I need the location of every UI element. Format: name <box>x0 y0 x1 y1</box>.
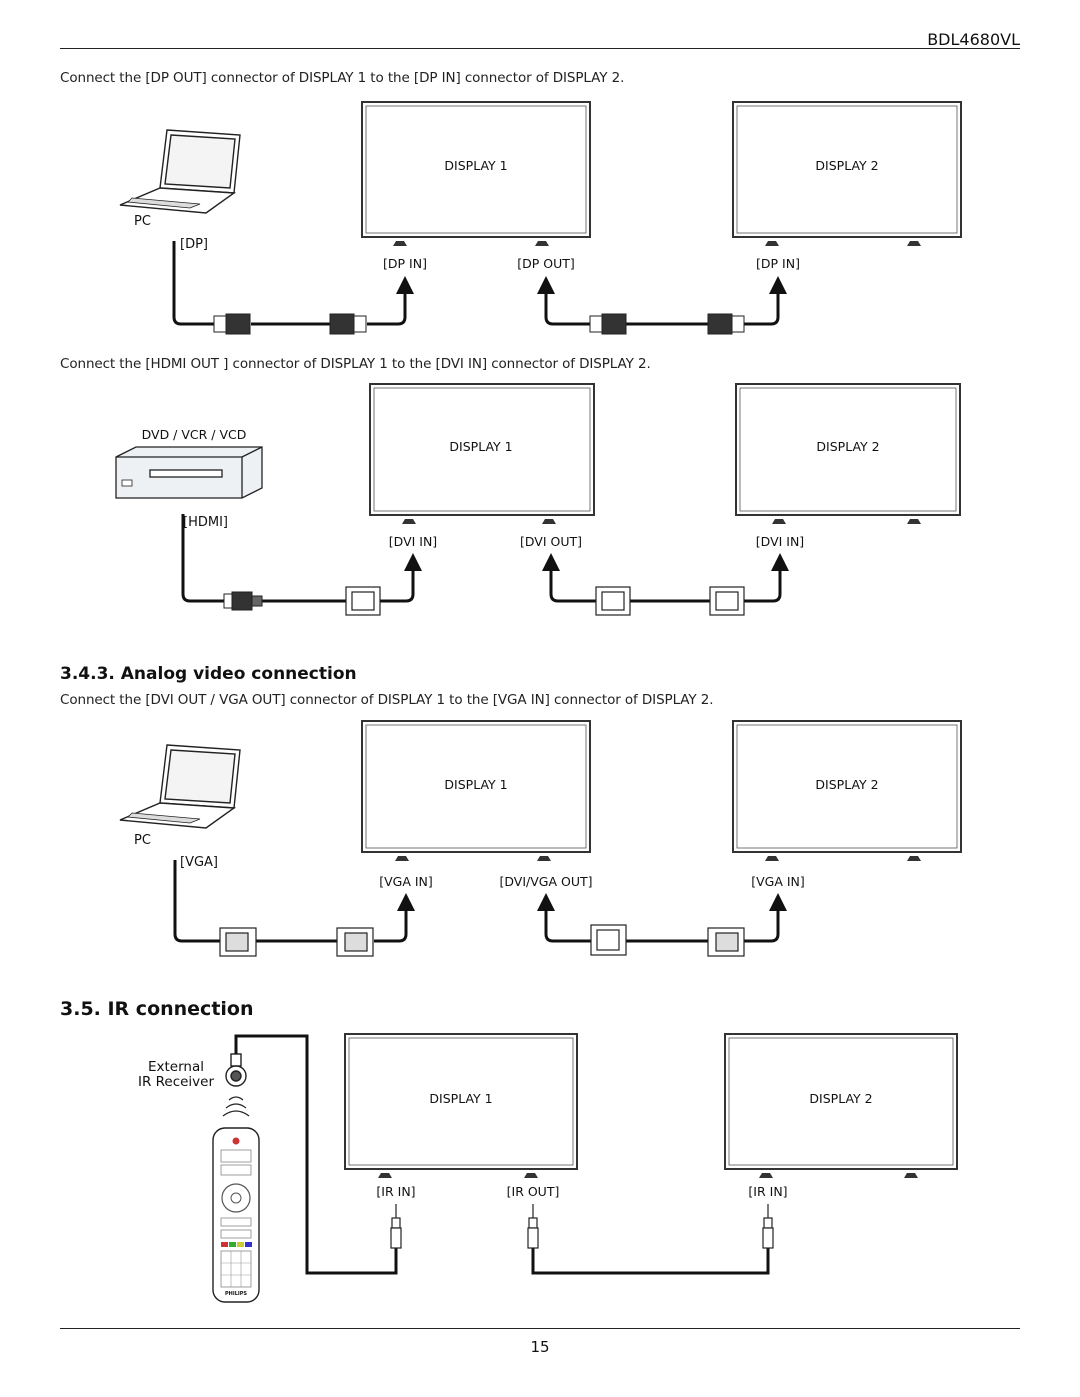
arrow-icon <box>397 893 415 911</box>
ir-heading: 3.5. IR connection <box>60 998 254 1020</box>
signal-waves-icon <box>223 1097 249 1116</box>
remote-control-icon <box>213 1128 259 1302</box>
hdmi-cable-2 <box>551 570 780 601</box>
analog-d1-out: [DVI/VGA OUT] <box>499 874 593 889</box>
analog-source-label: PC <box>134 833 151 848</box>
hdmi-d1-out: [DVI OUT] <box>520 534 582 549</box>
dp-source-label: PC <box>134 214 151 229</box>
display-2 <box>736 384 960 524</box>
page-number: 15 <box>530 1338 550 1356</box>
ir-d1-in: [IR IN] <box>376 1184 416 1199</box>
dp-cable-1 <box>174 241 405 324</box>
laptop-icon <box>120 130 240 213</box>
arrow-icon <box>771 553 789 571</box>
arrow-icon <box>396 276 414 294</box>
analog-instruction: Connect the [DVI OUT / VGA OUT] connector of DISPLAY 1 to the [VGA IN] connector of DISPLAY 2. <box>60 692 714 708</box>
arrow-icon <box>537 893 555 911</box>
ir-display1-label: DISPLAY 1 <box>429 1091 493 1106</box>
analog-source-port: [VGA] <box>180 855 219 870</box>
display-2 <box>725 1034 957 1178</box>
ir-receiver-line1: External <box>147 1059 205 1075</box>
dp-d1-in: [DP IN] <box>383 256 427 271</box>
dp-d2-in: [DP IN] <box>756 256 800 271</box>
dp-diagram <box>0 95 1080 340</box>
analog-display1-label: DISPLAY 1 <box>444 777 508 792</box>
hdmi-display1-label: DISPLAY 1 <box>449 439 513 454</box>
ir-receiver-icon <box>226 1054 246 1086</box>
dvi-plug-icon <box>591 925 626 955</box>
audio-jack-icon <box>391 1204 773 1248</box>
arrow-icon <box>769 893 787 911</box>
analog-d2-in: [VGA IN] <box>751 874 805 889</box>
footer-rule <box>60 1328 1020 1329</box>
hdmi-diagram <box>0 380 1080 620</box>
model-number: BDL4680VL <box>927 30 1020 49</box>
ir-d1-out: [IR OUT] <box>506 1184 560 1199</box>
laptop-icon <box>120 745 240 828</box>
arrow-icon <box>769 276 787 294</box>
hdmi-instruction: Connect the [HDMI OUT ] connector of DISPLAY 1 to the [DVI IN] connector of DISPLAY 2. <box>60 356 651 372</box>
header-rule <box>60 48 1020 49</box>
hdmi-d2-in: [DVI IN] <box>755 534 805 549</box>
dp-display1-label: DISPLAY 1 <box>444 158 508 173</box>
analog-d1-in: [VGA IN] <box>379 874 433 889</box>
hdmi-display2-label: DISPLAY 2 <box>816 439 880 454</box>
hdmi-source-label: DVD / VCR / VCD <box>141 427 247 442</box>
ir-display2-label: DISPLAY 2 <box>809 1091 873 1106</box>
display-1 <box>362 102 590 246</box>
display-2 <box>733 102 961 246</box>
dp-instruction: Connect the [DP OUT] connector of DISPLAY 1 to the [DP IN] connector of DISPLAY 2. <box>60 70 625 86</box>
hdmi-plug-icon <box>224 592 262 610</box>
analog-display2-label: DISPLAY 2 <box>815 777 879 792</box>
ir-d2-in: [IR IN] <box>748 1184 788 1199</box>
dvd-player-icon <box>116 447 262 498</box>
hdmi-source-port: [HDMI] <box>183 515 228 530</box>
ir-receiver-line2: IR Receiver <box>137 1074 215 1090</box>
remote-brand: PHILIPS <box>224 1291 248 1297</box>
arrow-icon <box>542 553 560 571</box>
dp-source-port: [DP] <box>180 237 208 252</box>
hdmi-d1-in: [DVI IN] <box>388 534 438 549</box>
ir-diagram <box>0 1030 1080 1310</box>
arrow-icon <box>404 553 422 571</box>
display-1 <box>345 1034 577 1178</box>
ir-cable-2 <box>533 1248 768 1273</box>
analog-diagram <box>0 718 1080 970</box>
dp-d1-out: [DP OUT] <box>517 256 575 271</box>
arrow-icon <box>537 276 555 294</box>
analog-heading: 3.4.3. Analog video connection <box>60 664 357 684</box>
display-1 <box>370 384 594 524</box>
dp-display2-label: DISPLAY 2 <box>815 158 879 173</box>
